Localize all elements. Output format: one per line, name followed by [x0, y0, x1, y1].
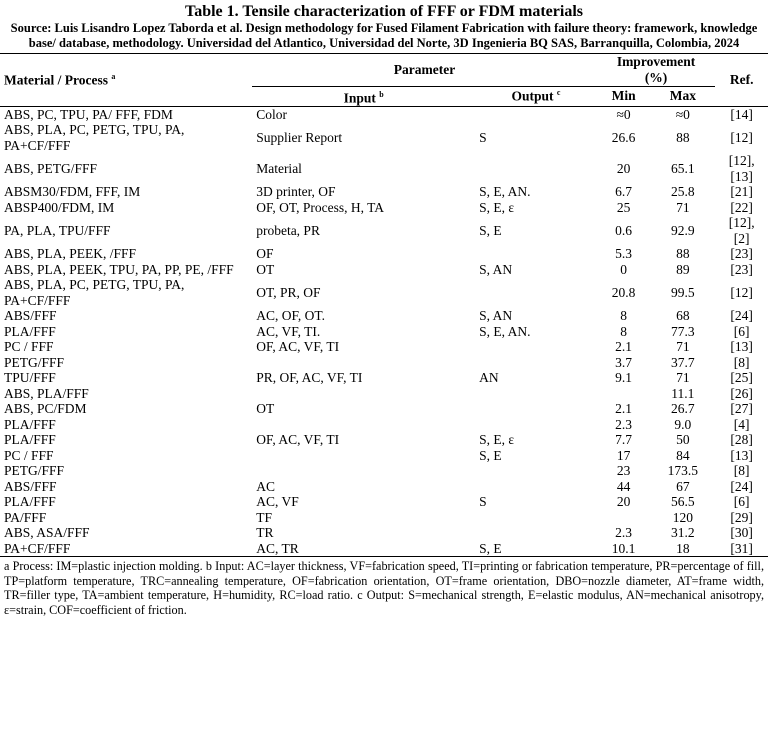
header-parameter: Parameter	[252, 54, 597, 87]
table-row	[0, 184, 768, 200]
cell-ref: [25]	[730, 370, 753, 385]
header-improvement: Improvement (%)	[597, 54, 716, 87]
cell-material: ABS, PLA, PC, PETG, TPU, PA, PA+CF/FFF	[4, 277, 185, 308]
table-row	[0, 510, 768, 526]
cell-material: ABS, PLA, PEEK, /FFF	[4, 246, 137, 261]
header-max: Max	[650, 87, 715, 107]
header-input	[252, 87, 475, 107]
cell-min: 8	[620, 308, 627, 323]
cell-material: PLA/FFF	[4, 323, 56, 339]
cell-ref: [12]	[730, 284, 753, 300]
cell-ref: [21]	[730, 184, 753, 199]
cell-ref: [13]	[730, 339, 753, 354]
cell-material: ABSP400/FDM, IM	[4, 199, 115, 215]
cell-input	[252, 448, 475, 464]
cell-max: 68	[676, 308, 690, 323]
cell-min: 2.3	[615, 416, 633, 432]
cell-max: 88	[676, 246, 690, 261]
cell-input: probeta, PR	[256, 222, 320, 238]
cell-max: 71	[676, 370, 690, 385]
cell-input	[252, 463, 475, 479]
cell-output: S, E	[479, 222, 502, 238]
cell-material: PLA/FFF	[4, 432, 56, 447]
cell-input: Material	[256, 160, 302, 176]
table-row	[0, 324, 768, 340]
cell-input: 3D printer, OF	[256, 184, 336, 199]
cell-max: 26.7	[671, 401, 695, 416]
table-row	[0, 432, 768, 448]
cell-max: 37.7	[671, 354, 695, 370]
cell-output	[475, 246, 597, 262]
table-source: Source: Luis Lisandro Lopez Taborda et al. Design methodology for Fused Filament Fabrication with failure theory: framework, knowledge base/ database, methodology. Universidad del Atlantico, Universidad del Norte, 3D Ingenieria BQ SAS, Barranquilla, Colombia, 2024	[10, 21, 758, 50]
cell-max: 77.3	[671, 323, 695, 339]
table-row	[0, 448, 768, 464]
cell-input: AC	[256, 478, 275, 494]
cell-material: ABS, PLA, PEEK, TPU, PA, PP, PE, /FFF	[4, 261, 234, 277]
table-row	[0, 122, 768, 153]
cell-output: S, E, ε	[479, 432, 515, 447]
table-row	[0, 370, 768, 386]
cell-material: PA+CF/FFF	[0, 541, 252, 557]
table-title: Table 1. Tensile characterization of FFF or FDM materials	[184, 3, 583, 20]
cell-ref: [26]	[730, 385, 753, 401]
cell-output	[475, 479, 597, 495]
cell-material: PA/FFF	[4, 509, 47, 525]
cell-min: 2.1	[615, 339, 633, 354]
header-material-label: Material / Process	[4, 72, 108, 87]
table-row	[0, 262, 768, 278]
cell-material: PETG/FFF	[4, 463, 65, 478]
cell-ref: [23]	[730, 261, 753, 277]
table-row	[0, 479, 768, 495]
cell-min: 25	[616, 199, 631, 215]
cell-material: PLA/FFF	[4, 494, 56, 509]
cell-min: 7.7	[615, 432, 633, 447]
header-output-label: Output	[511, 88, 554, 104]
cell-input: TR	[256, 525, 274, 540]
cell-max: 71	[676, 199, 690, 215]
cell-input: Color	[256, 106, 287, 122]
cell-max: 56.5	[671, 494, 695, 509]
table-row	[0, 355, 768, 371]
cell-min: 44	[616, 478, 631, 494]
cell-material: ABS, PLA/FFF	[4, 385, 89, 401]
cell-input: AC, VF, TI.	[256, 323, 321, 339]
cell-max: 84	[676, 447, 690, 463]
cell-min: ≈0	[616, 106, 631, 122]
cell-ref: [28]	[730, 432, 753, 447]
cell-ref: [8]	[733, 463, 750, 478]
cell-input: OT	[256, 261, 275, 277]
cell-output	[475, 525, 597, 541]
cell-output	[475, 386, 597, 402]
cell-input	[252, 417, 475, 433]
cell-min: 0.6	[615, 222, 633, 238]
cell-output: AN	[479, 370, 499, 385]
cell-output	[475, 153, 597, 184]
cell-ref: [24]	[730, 478, 753, 494]
cell-material: PA, PLA, TPU/FFF	[4, 222, 111, 238]
cell-input: OF	[256, 246, 274, 261]
cell-output	[475, 510, 597, 526]
table-row	[0, 401, 768, 417]
cell-ref: [8]	[733, 354, 750, 370]
cell-material: ABS, PLA, PC, PETG, TPU, PA, PA+CF/FFF	[4, 122, 185, 153]
table-row	[0, 215, 768, 246]
cell-min	[597, 510, 651, 526]
table-row	[0, 277, 768, 308]
cell-min: 9.1	[615, 370, 633, 385]
cell-max: 120	[672, 509, 693, 525]
cell-output: S	[479, 494, 487, 509]
cell-min: 26.6	[611, 129, 636, 145]
cell-output	[475, 463, 597, 479]
header-material-sup: a	[111, 71, 116, 81]
cell-ref: [29]	[730, 509, 753, 525]
cell-min: 6.7	[615, 184, 633, 199]
cell-output: S	[479, 129, 487, 145]
cell-max: 11.1	[671, 385, 695, 401]
cell-ref: [6]	[733, 323, 750, 339]
header-input-sup: b	[379, 90, 384, 99]
cell-material: ABS/FFF	[4, 478, 57, 494]
cell-max: 65.1	[671, 160, 695, 176]
header-min: Min	[597, 87, 651, 107]
cell-min: 20	[616, 494, 631, 509]
cell-max: ≈0	[675, 106, 690, 122]
header-row-1	[0, 54, 768, 87]
cell-material: ABS, ASA/FFF	[4, 525, 90, 540]
table-row	[0, 386, 768, 402]
cell-ref: [31]	[715, 541, 768, 557]
table-footnote: a Process: IM=plastic injection molding. b Input: AC=layer thickness, VF=fabrication speed, TI=printing or fabrication temperature, PR=percentage of fill, TP=platform temperature, TRC=annealing temperature, OF=fabrication orientation, OT=frame orientation, DBO=nozzle diameter, AT=frame width, TR=filler type, TA=ambient temperature, H=humidity, RC=load ratio. c Output: S=mechanical strength, E=elastic modulus, AN=mechanical anisotropy, ε=strain, COF=coefficient of friction.	[4, 559, 764, 617]
cell-input: OT, PR, OF	[256, 284, 321, 300]
cell-output	[475, 355, 597, 371]
cell-max: 99.5	[671, 284, 695, 300]
characterization-table	[0, 53, 768, 557]
cell-material: ABS/FFF	[4, 308, 57, 323]
header-output-sup: c	[556, 88, 561, 97]
table-row	[0, 339, 768, 355]
header-ref: Ref.	[715, 54, 768, 107]
cell-material: ABS, PC/FDM	[4, 401, 87, 416]
table-row	[0, 106, 768, 122]
cell-ref: [6]	[733, 494, 750, 509]
cell-min: 8	[620, 323, 627, 339]
table-row	[0, 246, 768, 262]
cell-ref: [23]	[730, 246, 753, 261]
cell-min: 2.1	[615, 401, 633, 416]
cell-ref: [27]	[730, 401, 753, 416]
cell-output: S, E, ε	[479, 199, 515, 215]
cell-ref: [4]	[733, 416, 750, 432]
table-row	[0, 525, 768, 541]
cell-max: 173.5	[667, 463, 699, 478]
cell-min: 2.3	[615, 525, 633, 540]
cell-input	[252, 386, 475, 402]
cell-min: 23	[616, 463, 631, 478]
cell-ref: [12]	[730, 129, 753, 145]
cell-input: TF	[256, 509, 272, 525]
header-material	[0, 54, 252, 107]
cell-ref: [22]	[730, 199, 753, 215]
cell-ref: [30]	[730, 525, 753, 540]
cell-ref: [14]	[730, 106, 753, 122]
cell-output	[475, 106, 597, 122]
cell-output: S, AN	[479, 308, 513, 323]
cell-material: ABS, PC, TPU, PA/ FFF, FDM	[4, 106, 173, 122]
cell-material: PLA/FFF	[4, 416, 56, 432]
cell-min: 17	[616, 447, 631, 463]
table-row	[0, 308, 768, 324]
cell-input: AC, OF, OT.	[256, 308, 326, 323]
cell-input: PR, OF, AC, VF, TI	[256, 370, 363, 385]
cell-input: OF, AC, VF, TI	[256, 432, 340, 447]
cell-input: OF, AC, VF, TI	[256, 339, 340, 354]
cell-min: 20.8	[611, 284, 636, 300]
cell-min: 5.3	[615, 246, 633, 261]
cell-output: S, E, AN.	[479, 184, 531, 199]
cell-min: 3.7	[615, 354, 633, 370]
cell-max: 31.2	[671, 525, 695, 540]
cell-material: PETG/FFF	[4, 354, 65, 370]
table-row	[0, 153, 768, 184]
cell-output: S, AN	[479, 261, 513, 277]
cell-input: Supplier Report	[256, 129, 343, 145]
cell-material: PC / FFF	[4, 339, 54, 354]
cell-output	[475, 417, 597, 433]
cell-max: 67	[676, 478, 690, 494]
cell-output	[475, 401, 597, 417]
cell-min: 0	[620, 261, 627, 277]
table-row	[0, 200, 768, 216]
cell-input: AC, TR	[252, 541, 475, 557]
cell-max: 88	[676, 129, 690, 145]
cell-input: AC, VF	[256, 494, 299, 509]
cell-max: 25.8	[671, 184, 695, 199]
cell-input	[252, 355, 475, 371]
cell-output: S, E, AN.	[479, 323, 531, 339]
cell-ref: [24]	[730, 308, 753, 323]
cell-material: TPU/FFF	[4, 370, 56, 385]
cell-max: 71	[676, 339, 690, 354]
cell-max: 9.0	[674, 416, 692, 432]
table-page	[0, 3, 768, 750]
table-row	[0, 463, 768, 479]
table-row	[0, 541, 768, 557]
cell-input: OF, OT, Process, H, TA	[256, 199, 385, 215]
cell-material: ABSM30/FDM, FFF, IM	[4, 184, 141, 199]
cell-ref: [12], [13]	[728, 153, 755, 184]
cell-max: 89	[676, 261, 690, 277]
cell-output	[475, 277, 597, 308]
table-row	[0, 494, 768, 510]
cell-output: S, E	[475, 541, 597, 557]
cell-material: PC / FFF	[4, 447, 54, 463]
header-output	[475, 87, 597, 107]
cell-ref: [13]	[730, 447, 753, 463]
cell-max: 50	[676, 432, 690, 447]
header-input-label: Input	[343, 90, 376, 106]
cell-output: S, E	[479, 447, 502, 463]
cell-ref: [12], [2]	[728, 215, 755, 246]
table-row	[0, 417, 768, 433]
cell-min	[597, 386, 651, 402]
cell-max: 92.9	[671, 222, 695, 238]
cell-material: ABS, PETG/FFF	[4, 160, 98, 176]
cell-input: OT	[256, 401, 275, 416]
cell-max: 18	[650, 541, 715, 557]
cell-min: 10.1	[597, 541, 651, 557]
table-body	[0, 106, 768, 557]
cell-min: 20	[616, 160, 631, 176]
cell-output	[475, 339, 597, 355]
